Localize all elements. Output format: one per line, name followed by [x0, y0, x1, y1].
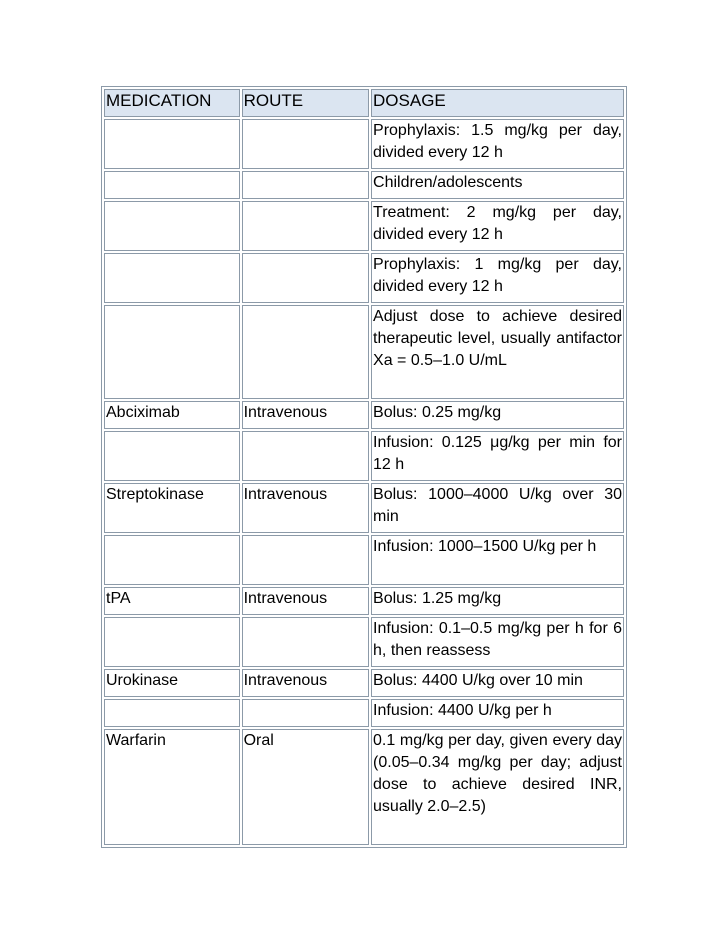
table-header-row	[104, 89, 624, 117]
route-cell: Intravenous	[242, 483, 369, 533]
table-row	[104, 401, 624, 429]
table-row	[104, 699, 624, 727]
dosage-cell: Bolus: 0.25 mg/kg	[371, 401, 624, 429]
medication-dosage-table	[101, 86, 627, 848]
route-cell	[242, 699, 369, 727]
header-route: ROUTE	[242, 89, 369, 117]
medication-cell	[104, 119, 240, 169]
dosage-cell: Treatment: 2 mg/kg per day, divided every 12 h	[371, 201, 624, 251]
medication-cell: Warfarin	[104, 729, 240, 845]
table-row	[104, 729, 624, 845]
medication-cell	[104, 171, 240, 199]
route-cell	[242, 431, 369, 481]
route-cell	[242, 617, 369, 667]
medication-cell: Abciximab	[104, 401, 240, 429]
route-cell: Intravenous	[242, 587, 369, 615]
dosage-cell: Prophylaxis: 1.5 mg/kg per day, divided every 12 h	[371, 119, 624, 169]
header-medication: MEDICATION	[104, 89, 240, 117]
table-row	[104, 171, 624, 199]
table-row	[104, 669, 624, 697]
dosage-cell: Infusion: 1000–1500 U/kg per h	[371, 535, 624, 585]
dosage-cell: Adjust dose to achieve desired therapeutic level, usually antifactor Xa = 0.5–1.0 U/mL	[371, 305, 624, 399]
medication-cell	[104, 431, 240, 481]
table-row	[104, 617, 624, 667]
header-dosage: DOSAGE	[371, 89, 624, 117]
table-row	[104, 201, 624, 251]
medication-cell: Urokinase	[104, 669, 240, 697]
route-cell	[242, 201, 369, 251]
table-row	[104, 253, 624, 303]
route-cell: Oral	[242, 729, 369, 845]
dosage-cell: Infusion: 4400 U/kg per h	[371, 699, 624, 727]
table-row	[104, 431, 624, 481]
dosage-cell: Bolus: 1000–4000 U/kg over 30 min	[371, 483, 624, 533]
medication-cell	[104, 617, 240, 667]
dosage-cell: Bolus: 4400 U/kg over 10 min	[371, 669, 624, 697]
route-cell: Intravenous	[242, 401, 369, 429]
dosage-cell: Infusion: 0.1–0.5 mg/kg per h for 6 h, then reassess	[371, 617, 624, 667]
table-row	[104, 535, 624, 585]
medication-cell	[104, 201, 240, 251]
dosage-cell: Infusion: 0.125 μg/kg per min for 12 h	[371, 431, 624, 481]
medication-cell	[104, 699, 240, 727]
medication-cell: Streptokinase	[104, 483, 240, 533]
route-cell	[242, 119, 369, 169]
table-row	[104, 587, 624, 615]
dosage-cell: Prophylaxis: 1 mg/kg per day, divided every 12 h	[371, 253, 624, 303]
dosage-cell: Bolus: 1.25 mg/kg	[371, 587, 624, 615]
medication-cell	[104, 305, 240, 399]
medication-cell: tPA	[104, 587, 240, 615]
route-cell: Intravenous	[242, 669, 369, 697]
table-row	[104, 119, 624, 169]
medication-cell	[104, 253, 240, 303]
medication-cell	[104, 535, 240, 585]
route-cell	[242, 171, 369, 199]
route-cell	[242, 305, 369, 399]
table-row	[104, 483, 624, 533]
table-row	[104, 305, 624, 399]
dosage-cell: 0.1 mg/kg per day, given every day (0.05–0.34 mg/kg per day; adjust dose to achieve desired INR, usually 2.0–2.5)	[371, 729, 624, 845]
route-cell	[242, 253, 369, 303]
dosage-cell: Children/adolescents	[371, 171, 624, 199]
route-cell	[242, 535, 369, 585]
